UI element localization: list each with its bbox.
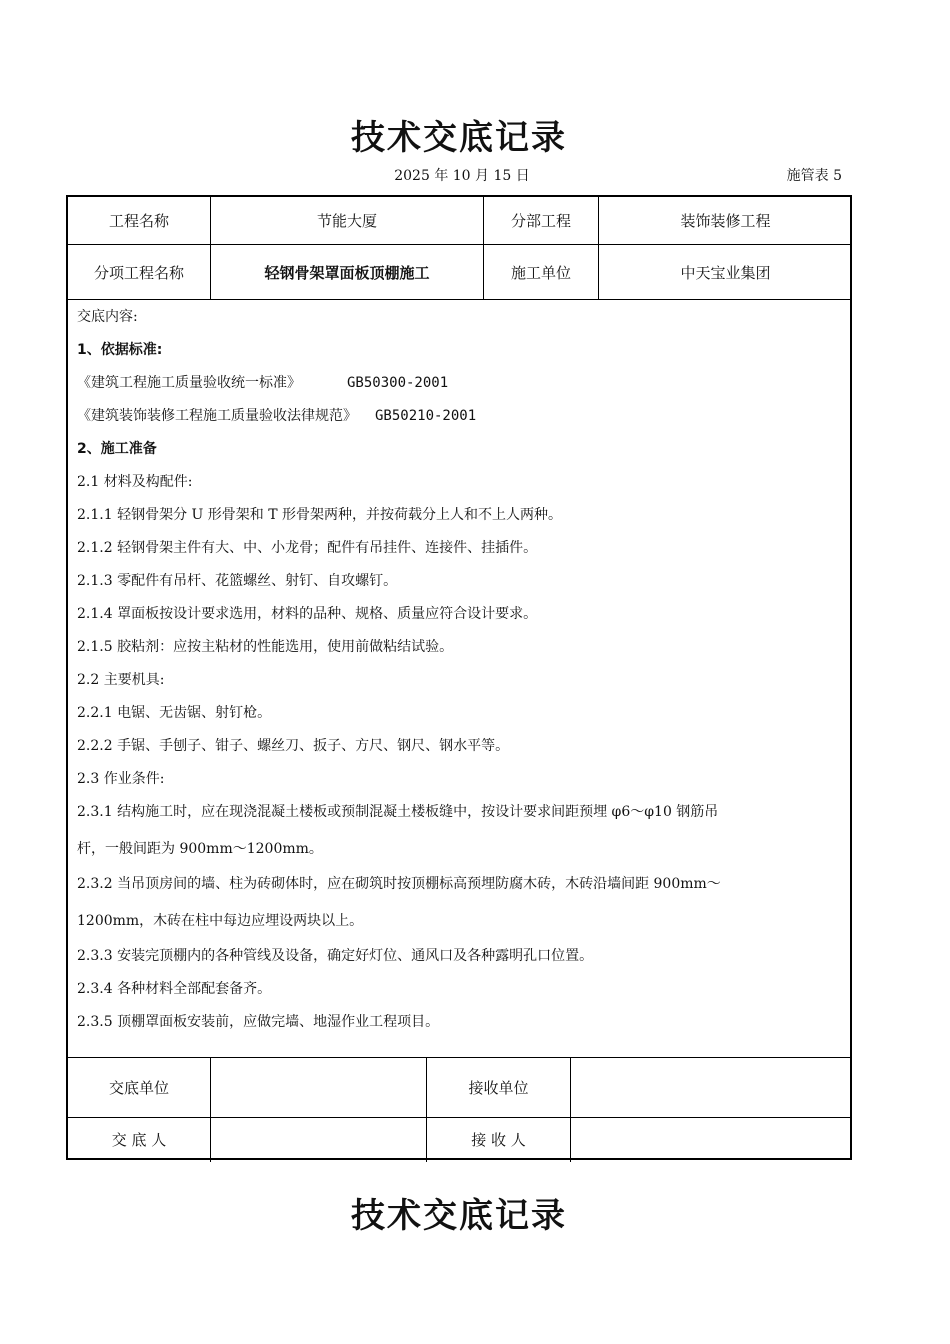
subitem-value: 轻钢骨架罩面板顶棚施工 — [264, 263, 430, 282]
subitem-label: 分项工程名称 — [93, 263, 184, 282]
form-number: 施管表 5 — [786, 168, 842, 184]
content-line: 2.3.3 安装完顶棚内的各种管线及设备，确定好灯位、通风口及各种露明孔口位置。 — [77, 948, 594, 964]
content-line: 2.1.3 零配件有吊杆、花篮螺丝、射钉、自攻螺钉。 — [77, 573, 398, 589]
content-line: 2.3.2 当吊顶房间的墙、柱为砖砌体时，应在砌筑时按顶棚标高预埋防腐木砖，木砖沿墙间距 900mm～ — [77, 876, 721, 892]
content-line: 杆，一般间距为 900mm～1200mm。 — [77, 841, 323, 857]
standard-code: GB50300-2001 — [347, 375, 449, 391]
issuer-unit-field[interactable] — [211, 1058, 426, 1117]
division-value: 装饰装修工程 — [680, 212, 771, 230]
issuer-label: 交 底 人 — [111, 1130, 167, 1149]
content-line: 2.3 作业条件: — [77, 771, 165, 787]
standard-name: 《建筑装饰装修工程施工质量验收法律规范》 — [77, 408, 357, 424]
section-heading: 1、依据标准: — [77, 342, 163, 358]
standard-item — [77, 371, 842, 404]
content-line: 2.3.1 结构施工时，应在现浇混凝土楼板或预制混凝土楼板缝中，按设计要求间距预埋 φ6～φ10 钢筋吊 — [77, 804, 719, 820]
division-label: 分部工程 — [510, 212, 571, 230]
content-line: 2.1.1 轻钢骨架分 U 形骨架和 T 形骨架两种，并按荷载分上人和不上人两种。 — [77, 507, 563, 523]
record-date: 2025 年 10 月 15 日 — [394, 168, 530, 184]
content-label: 交底内容: — [77, 309, 138, 325]
content-line: 2.3.5 顶棚罩面板安装前，应做完墙、地湿作业工程项目。 — [77, 1014, 440, 1030]
content-line: 2.1.4 罩面板按设计要求选用，材料的品种、规格、质量应符合设计要求。 — [77, 606, 538, 622]
briefing-content — [77, 305, 842, 1043]
content-line: 2.3.4 各种材料全部配套备齐。 — [77, 981, 272, 997]
standard-name: 《建筑工程施工质量验收统一标准》 — [77, 375, 301, 391]
page-title: 技术交底记录 — [351, 118, 567, 158]
standard-code: GB50210-2001 — [375, 408, 477, 424]
content-line: 2.2 主要机具: — [77, 672, 165, 688]
standard-item — [77, 404, 842, 437]
issuer-unit-label: 交底单位 — [108, 1079, 169, 1097]
project-name-label: 工程名称 — [108, 212, 169, 230]
record-table — [66, 195, 852, 1160]
next-page-title: 技术交底记录 — [351, 1196, 567, 1236]
content-line: 2.1 材料及构配件: — [77, 474, 193, 490]
construction-unit-value: 中天宝业集团 — [680, 263, 771, 282]
receiver-unit-field[interactable] — [571, 1058, 852, 1117]
issuer-field[interactable] — [211, 1118, 426, 1160]
project-name-value: 节能大厦 — [316, 212, 377, 230]
receiver-label: 接 收 人 — [471, 1130, 526, 1149]
section-heading: 2、施工准备 — [77, 441, 157, 457]
content-line: 2.1.2 轻钢骨架主件有大、中、小龙骨；配件有吊挂件、连接件、挂插件。 — [77, 540, 538, 556]
content-line: 2.2.1 电锯、无齿锯、射钉枪。 — [77, 705, 272, 721]
content-line: 2.1.5 胶粘剂：应按主粘材的性能选用，使用前做粘结试验。 — [77, 639, 454, 655]
content-line: 2.2.2 手锯、手刨子、钳子、螺丝刀、扳子、方尺、钢尺、钢水平等。 — [77, 738, 510, 754]
receiver-unit-label: 接收单位 — [468, 1079, 529, 1097]
construction-unit-label: 施工单位 — [510, 263, 571, 282]
content-line: 1200mm，木砖在柱中每边应埋设两块以上。 — [77, 913, 364, 929]
row-divider — [68, 299, 850, 300]
receiver-field[interactable] — [571, 1118, 852, 1160]
